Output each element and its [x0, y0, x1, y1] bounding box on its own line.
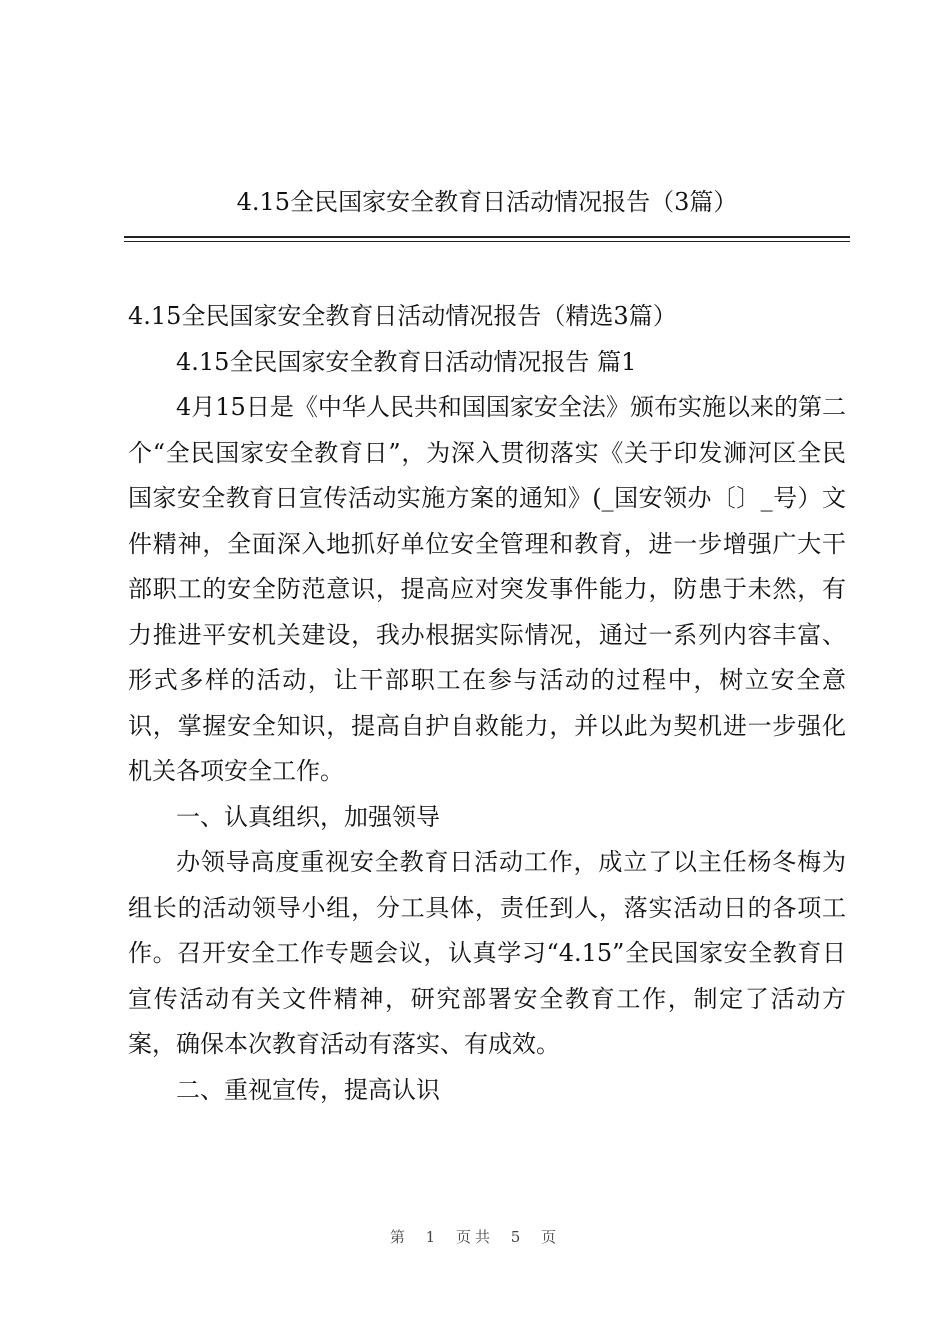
title-divider [124, 236, 850, 242]
document-title: 4.15全民国家安全教育日活动情况报告（3篇） [236, 188, 738, 216]
document-body [128, 294, 846, 1113]
page-number: 第 1 页共 5 页 [389, 1228, 561, 1246]
heading-organize: 一、认真组织，加强领导 [176, 802, 440, 831]
heading-publicity: 二、重视宣传，提高认识 [176, 1075, 440, 1104]
paragraph-organize: 办领导高度重视安全教育日活动工作，成立了以主任杨冬梅为组长的活动领导小组，分工具体，责任到人，落实活动日的各项工作。召开安全工作专题会议，认真学习“4.15”全民国家安全教育日宣传活动有关文件精神，研究部署安全教育工作，制定了活动方案，确保本次教育活动有落实、有成效。 [128, 848, 846, 1058]
document-subtitle: 4.15全民国家安全教育日活动情况报告（精选3篇） [128, 302, 677, 330]
section-heading: 4.15全民国家安全教育日活动情况报告 篇1 [176, 347, 637, 376]
paragraph-intro: 4月15日是《中华人民共和国国家安全法》颁布实施以来的第二个“全民国家安全教育日”，为深入贯彻落实《关于印发浉河区全民国家安全教育日宣传活动实施方案的通知》(_国安领办〔〕_号）文件精神，全面深入地抓好单位安全管理和教育，进一步增强广大干部职工的安全防范意识，提高应对突发事件能力，防患于未然，有力推进平安机关建设，我办根据实际情况，通过一系列内容丰富、形式多样的活动，让干部职工在参与活动的过程中，树立安全意识，掌握安全知识，提高自护自救能力，并以此为契机进一步强化机关各项安全工作。 [128, 393, 846, 785]
